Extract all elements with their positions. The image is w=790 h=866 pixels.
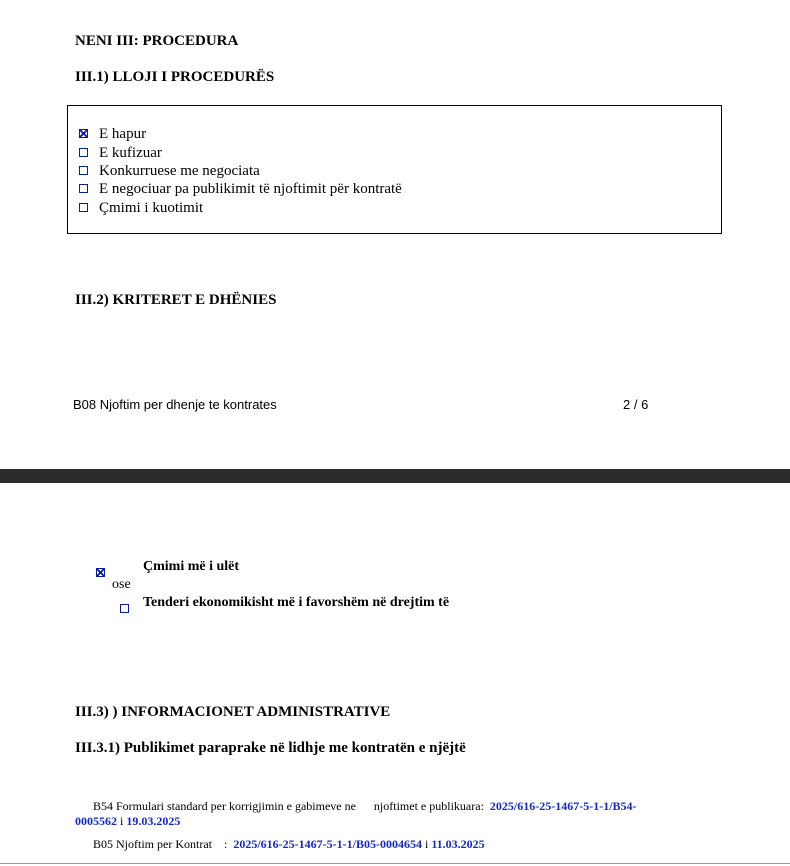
procedure-option-restricted: E kufizuar (79, 144, 162, 162)
checkbox-icon (79, 166, 88, 175)
checkbox-icon (79, 184, 88, 193)
admin-heading: III.3) ) INFORMACIONET ADMINISTRATIVE (75, 704, 391, 720)
procedure-option-negotiated-no-publication: E negociuar pa publikimit të njoftimit për kontratë (79, 180, 402, 198)
procedure-option-quotation: Çmimi i kuotimit (79, 199, 203, 217)
or-text: ose (112, 577, 131, 592)
b05-reference: 2025/616-25-1467-5-1-1/B05-0004654 (233, 837, 422, 851)
section-title: NENI III: PROCEDURA (75, 33, 239, 49)
checkbox-icon (120, 604, 129, 613)
b54-reference: 2025/616-25-1467-5-1-1/B54- (489, 799, 637, 813)
criteria-heading: III.2) KRITERET E DHËNIES (75, 292, 277, 308)
page-divider (0, 469, 790, 483)
criteria-lowest-price: Çmimi më i ulët (143, 559, 240, 574)
procedure-option-competitive-negotiation: Konkurruese me negociata (79, 162, 260, 180)
checkbox-icon (79, 148, 88, 157)
criteria-most-advantageous: Tenderi ekonomikisht më i favorshëm në drejtim të (143, 595, 450, 610)
admin-subheading: III.3.1) Publikimet paraprake në lidhje me kontratën e njëjtë (75, 740, 466, 756)
bottom-rule (0, 863, 790, 864)
b05-date: 11.03.2025 (431, 837, 485, 851)
b54-date: 19.03.2025 (126, 814, 181, 828)
footer-doc-code: B08 Njoftim per dhenje te kontrates (73, 397, 277, 412)
checked-checkbox-icon (96, 568, 105, 577)
procedure-type-heading: III.1) LLOJI I PROCEDURËS (75, 69, 275, 85)
checked-checkbox-icon (79, 129, 88, 138)
b54-line: B54 Formulari standard per korrigjimin e gabimeve ne njoftimet e publikuara: 2025/616-25-1467-5-1-1/B54- (93, 799, 637, 813)
footer-page-number: 2 / 6 (623, 397, 649, 412)
procedure-option-open: E hapur (79, 125, 146, 143)
checkbox-icon (79, 203, 88, 212)
b05-line: B05 Njoftim per Kontrat : 2025/616-25-1467-5-1-1/B05-0004654 i 11.03.2025 (93, 837, 485, 851)
b54-line-continued: 0005562 i 19.03.2025 (75, 814, 181, 828)
